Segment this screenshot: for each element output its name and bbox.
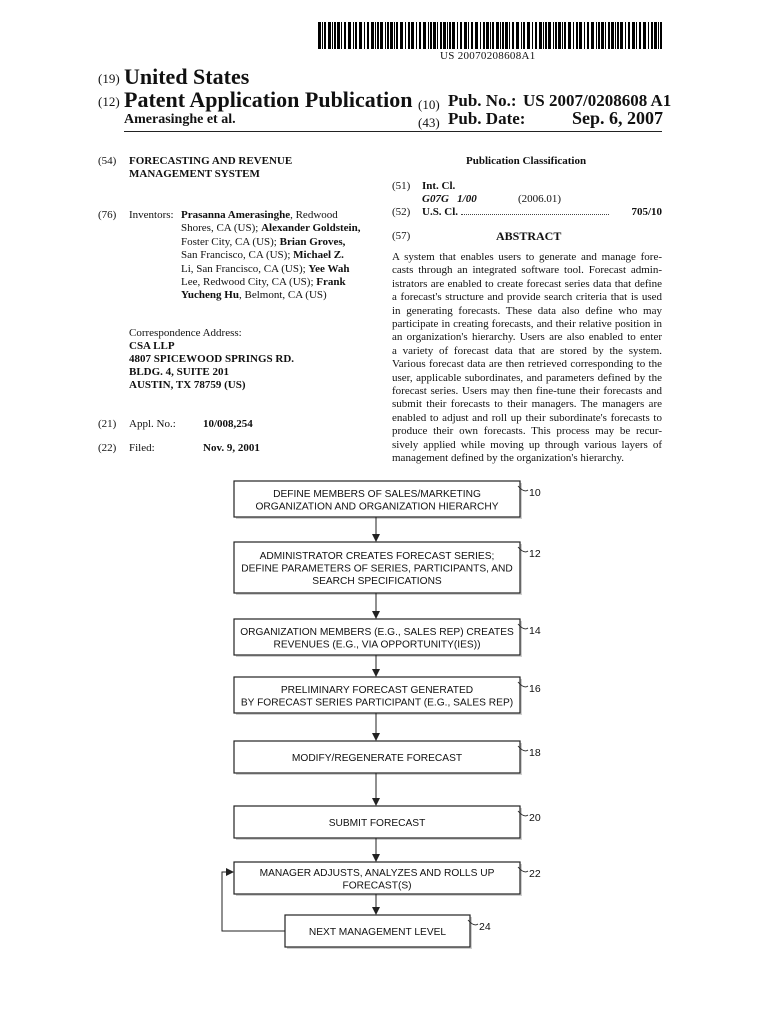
inventor-line: Prasanna Amerasinghe, Redwood <box>181 209 338 221</box>
flow-step-text: MODIFY/REGENERATE FORECAST <box>291 753 463 764</box>
authors: Amerasinghe et al. <box>124 112 236 127</box>
flow-step-text: REVENUES (E.G., VIA OPPORTUNITY(IES)) <box>273 639 481 651</box>
correspondence-line: CSA LLP <box>129 340 175 352</box>
inventor-line: San Francisco, CA (US); Michael Z. <box>181 249 344 262</box>
code-52: (52) <box>392 206 411 218</box>
pub-no-label: Pub. No.: <box>448 91 517 110</box>
abstract-line: user, applicable subordinates, and parameters defined by the <box>392 371 662 384</box>
correspondence-label: Correspondence Address: <box>129 327 242 339</box>
pub-date-label: Pub. Date: <box>448 109 526 128</box>
abstract-line: enabled to adjust and roll up their subordinate's forecasts to <box>392 411 662 424</box>
code-12: (12) <box>98 94 120 109</box>
reference-numeral: 18 <box>529 747 541 759</box>
reference-numeral: 20 <box>529 812 541 824</box>
abstract-line: casts through an integrated software tool. Forecast admin- <box>392 264 662 277</box>
code-22: (22) <box>98 442 117 454</box>
reference-numeral: 10 <box>529 487 541 499</box>
reference-numeral: 16 <box>529 683 541 695</box>
flow-step-text: FORECAST(S) <box>342 880 412 892</box>
flow-step-text: NEXT MANAGEMENT LEVEL <box>308 927 447 938</box>
appl-no: 10/008,254 <box>203 418 253 430</box>
abstract-title: ABSTRACT <box>496 229 562 243</box>
reference-numeral: 22 <box>529 868 541 880</box>
flow-step-text: BY FORECAST SERIES PARTICIPANT (E.G., SALES REP) <box>240 697 514 709</box>
inventor-line: Shores, CA (US); Alexander Goldstein, <box>181 222 361 235</box>
abstract-line: Various forecast data are then retrieved corresponding to the <box>392 358 662 371</box>
country: United States <box>124 64 250 89</box>
abstract-line: produce their own forecasts. This process may be recur- <box>392 425 662 438</box>
inventors-label: Inventors: <box>129 209 174 221</box>
abstract-line: A system that enables users to generate and manage fore- <box>392 251 662 263</box>
barcode-number: US 20070208608A1 <box>440 50 536 62</box>
publication-type: Patent Application Publication <box>124 87 413 112</box>
code-57: (57) <box>392 230 411 242</box>
inventor-line: Li, San Francisco, CA (US); Yee Wah <box>181 262 350 275</box>
code-21: (21) <box>98 418 117 430</box>
code-54: (54) <box>98 155 117 167</box>
us-cl-value: 705/10 <box>631 206 662 218</box>
abstract-line: a variety of forecast data that are stored by the system. <box>392 344 662 357</box>
reference-numeral: 24 <box>479 921 491 933</box>
code-76: (76) <box>98 209 117 221</box>
pub-date: Sep. 6, 2007 <box>572 108 664 128</box>
inventor-line: Yucheng Hu, Belmont, CA (US) <box>181 289 327 302</box>
correspondence-line: BLDG. 4, SUITE 201 <box>129 366 229 378</box>
inventor-line: Lee, Redwood City, CA (US); Frank <box>181 276 346 289</box>
code-19: (19) <box>98 71 120 86</box>
code-10: (10) <box>418 97 440 112</box>
code-51: (51) <box>392 180 411 192</box>
abstract-line: sively applied while moving up through various layers of <box>392 438 662 451</box>
flow-step-text: MANAGER ADJUSTS, ANALYZES AND ROLLS UP <box>259 867 495 879</box>
abstract-line: a forecast's structure and provide search criteria that is used <box>392 291 662 304</box>
reference-numeral: 12 <box>529 548 541 560</box>
abstract-line: in generating forecasts. These data also define who may <box>392 304 662 317</box>
classification-title: Publication Classification <box>466 155 587 167</box>
abstract-line: an organization's hierarchy. Users are also enabled to enter <box>392 331 662 344</box>
flow-step-text: ORGANIZATION AND ORGANIZATION HIERARCHY <box>255 501 499 513</box>
flow-step-text: DEFINE PARAMETERS OF SERIES, PARTICIPANTS, AND <box>241 563 513 575</box>
correspondence-line: AUSTIN, TX 78759 (US) <box>129 379 246 391</box>
abstract-line: forecast series. Users may then fine-tune their forecasts and <box>392 385 662 398</box>
reference-numeral: 14 <box>529 625 541 637</box>
flow-step-text: PRELIMINARY FORECAST GENERATED <box>280 684 474 696</box>
abstract-line: management defined by the organization's hierarchy. <box>392 452 624 465</box>
filed-date: Nov. 9, 2001 <box>203 442 260 454</box>
inventor-line: Foster City, CA (US); Brian Groves, <box>181 235 346 248</box>
flow-step-text: SUBMIT FORECAST <box>328 818 426 829</box>
code-43: (43) <box>418 115 440 130</box>
filed-label: Filed: <box>129 442 155 454</box>
abstract-line: participate in creating forecasts, and their relative position in <box>392 318 662 331</box>
abstract-line: submit their forecasts to their managers. The managers are <box>392 398 662 411</box>
int-cl-code: G07G 1/00 <box>422 193 477 205</box>
pub-no: US 2007/0208608 A1 <box>523 91 672 110</box>
flow-step-text: SEARCH SPECIFICATIONS <box>312 576 442 587</box>
abstract-line: istrators are enabled to create forecast series data that define <box>392 277 662 290</box>
us-cl-label: U.S. Cl. <box>422 206 459 218</box>
appl-no-label: Appl. No.: <box>129 418 176 430</box>
title-line-2: MANAGEMENT SYSTEM <box>129 168 260 180</box>
flow-step-text: ORGANIZATION MEMBERS (E.G., SALES REP) CREATES <box>240 626 514 638</box>
int-cl-year: (2006.01) <box>518 193 562 205</box>
correspondence-line: 4807 SPICEWOOD SPRINGS RD. <box>129 353 295 365</box>
title-line-1: FORECASTING AND REVENUE <box>129 155 293 167</box>
flow-step-text: ADMINISTRATOR CREATES FORECAST SERIES; <box>259 551 495 562</box>
flow-step-text: DEFINE MEMBERS OF SALES/MARKETING <box>273 488 481 500</box>
int-cl-label: Int. Cl. <box>422 180 456 192</box>
